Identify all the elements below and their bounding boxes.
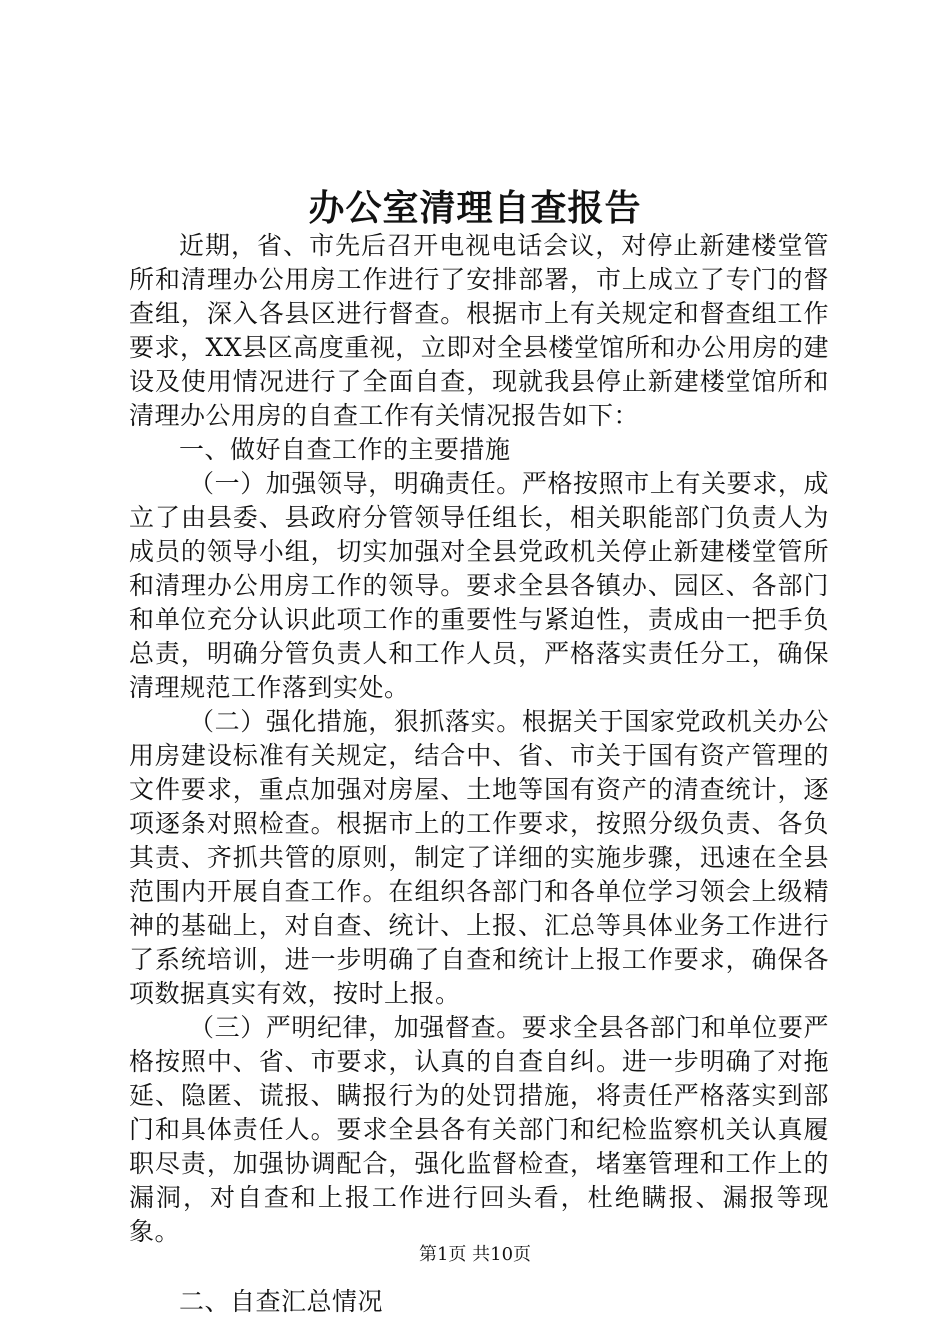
section-heading-2: 二、自查汇总情况 xyxy=(179,1287,384,1316)
intro-paragraph: 近期，省、市先后召开电视电话会议，对停止新建楼堂管所和清理办公用房工作进行了安排部署，市上成立了专门的督查组，深入各县区进行督查。根据市上有关规定和督查组工作要求，XX县区高度重视，立即对全县楼堂馆所和办公用房的建设及使用情况进行了全面自查，现就我县停止新建楼堂馆所和清理办公用房的自查工作有关情况报告如下： xyxy=(129,231,829,430)
section-heading-1: 一、做好自查工作的主要措施 xyxy=(179,435,511,464)
section-1-item-1: （一）加强领导，明确责任。严格按照市上有关要求，成立了由县委、县政府分管领导任组长，相关职能部门负责人为成员的领导小组，切实加强对全县党政机关停止新建楼堂管所和清理办公用房工作的领导。要求全县各镇办、园区、各部门和单位充分认识此项工作的重要性与紧迫性，责成由一把手负总责，明确分管负责人和工作人员，严格落实责任分工，确保清理规范工作落到实处。 xyxy=(129,469,829,702)
section-1-item-3: （三）严明纪律，加强督查。要求全县各部门和单位要严格按照中、省、市要求，认真的自查自纠。进一步明确了对拖延、隐匿、谎报、瞒报行为的处罚措施，将责任严格落实到部门和具体责任人。要求全县各有关部门和纪检监察机关认真履职尽责，加强协调配合，强化监督检查，堵塞管理和工作上的漏洞，对自查和上报工作进行回头看，杜绝瞒报、漏报等现象。 xyxy=(129,1013,829,1246)
section-1-item-2: （二）强化措施，狠抓落实。根据关于国家党政机关办公用房建设标准有关规定，结合中、省、市关于国有资产管理的文件要求，重点加强对房屋、土地等国有资产的清查统计，逐项逐条对照检查。根据市上的工作要求，按照分级负责、各负其责、齐抓共管的原则，制定了详细的实施步骤，迅速在全县范围内开展自查工作。在组织各部门和各单位学习领会上级精神的基础上，对自查、统计、上报、汇总等具体业务工作进行了系统培训，进一步明确了自查和统计上报工作要求，确保各项数据真实有效，按时上报。 xyxy=(129,707,829,1008)
document-title: 办公室清理自查报告 xyxy=(308,187,642,229)
page-number-footer: 第1页 共10页 xyxy=(418,1244,532,1265)
document-body xyxy=(129,229,829,1319)
